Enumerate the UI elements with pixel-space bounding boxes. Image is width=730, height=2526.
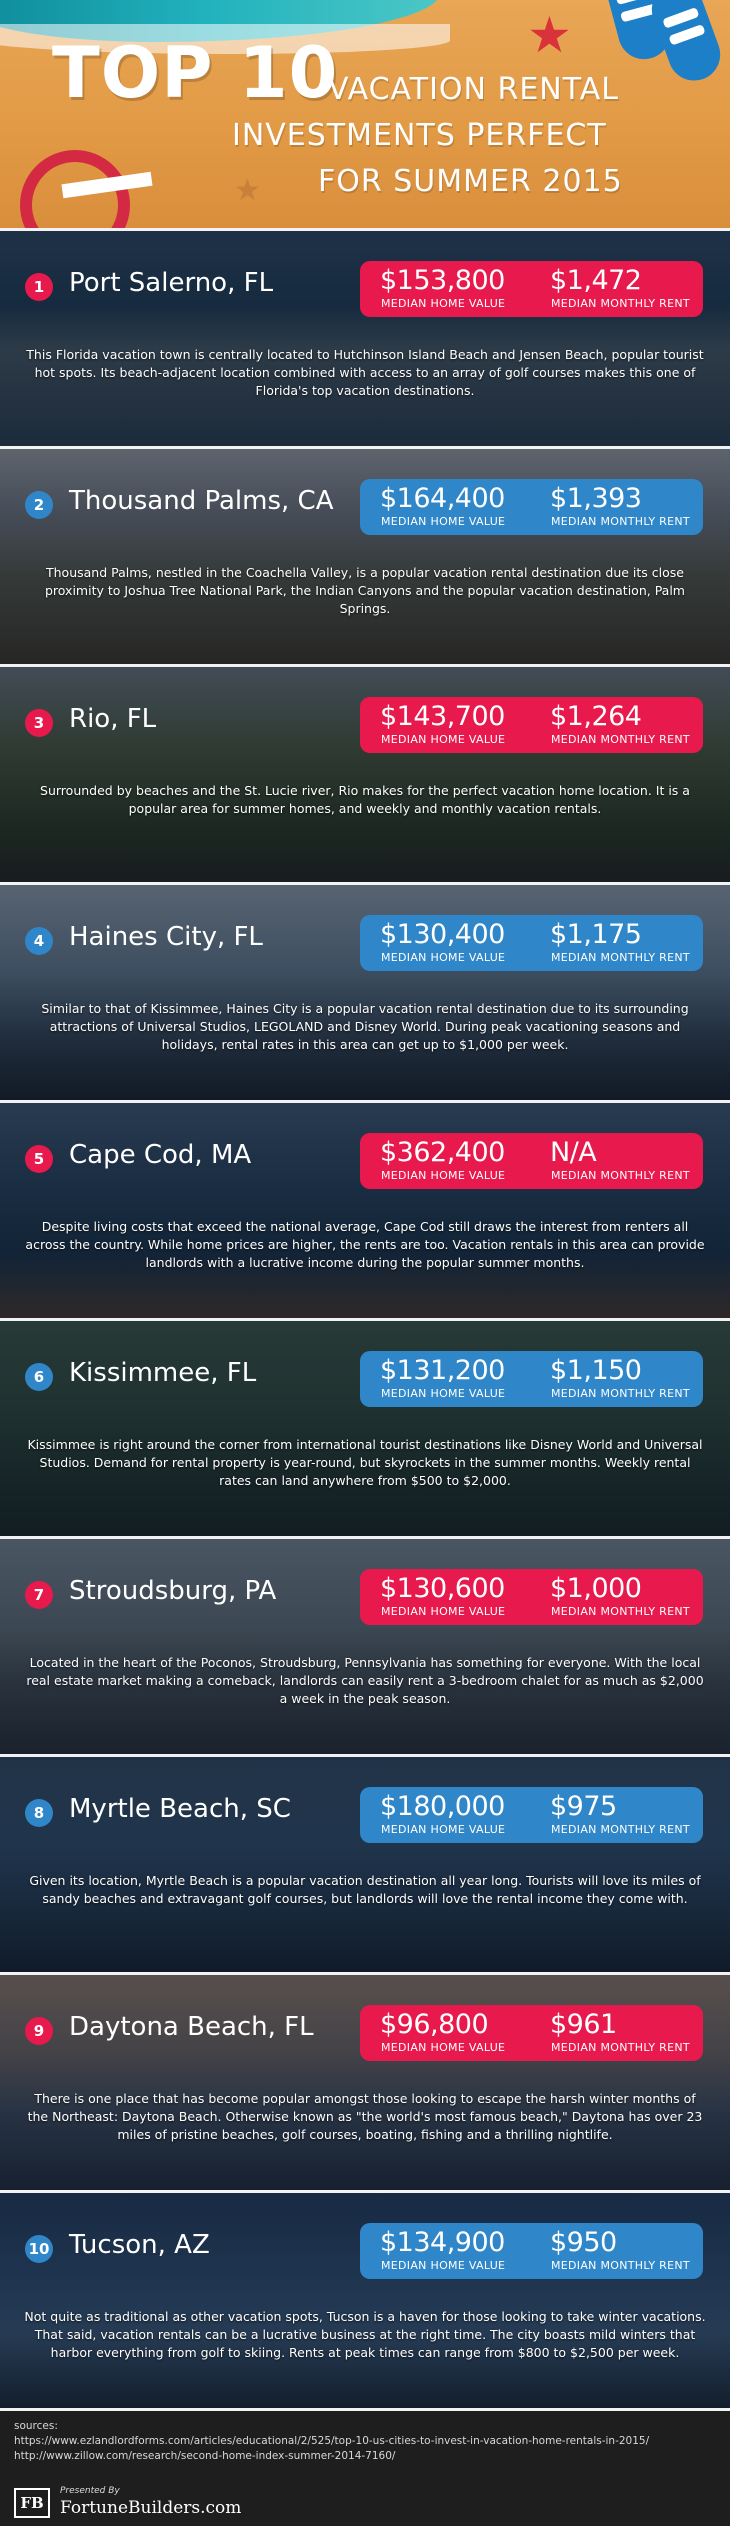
- stats-box: [360, 1787, 703, 1843]
- home-value-label: MEDIAN HOME VALUE: [381, 1823, 506, 1836]
- city-section: [0, 2190, 730, 2408]
- brand-name: FortuneBuilders.com: [60, 2498, 242, 2518]
- rent-amount: $950: [550, 2227, 617, 2258]
- starfish-icon: ★: [527, 6, 572, 64]
- stats-box: [360, 915, 703, 971]
- city-name: Port Salerno, FL: [69, 268, 274, 298]
- city-section: [0, 664, 730, 882]
- city-section: [0, 1318, 730, 1536]
- city-name: Tucson, AZ: [69, 2230, 210, 2260]
- title-line-2: INVESTMENTS PERFECT: [232, 118, 607, 153]
- rent-amount: $1,175: [550, 919, 642, 950]
- rent-amount: $1,393: [550, 483, 642, 514]
- rank-badge: 4: [25, 927, 53, 955]
- city-description: Similar to that of Kissimmee, Haines City is a popular vacation rental destination due to its surrounding attractions of Universal Studios, LEGOLAND and Disney World. During peak vacationing seasons and holidays, rental rates in this area can get up to $1,000 per week.: [41, 1001, 689, 1052]
- city-description: Despite living costs that exceed the national average, Cape Cod still draws the interest from renters all across the country. While home prices are higher, the rents are too. Vacation rentals in this area can provide landlords with a lucrative income during the popular summer months.: [25, 1219, 705, 1270]
- rank-badge: 1: [25, 273, 53, 301]
- city-section: [0, 1754, 730, 1972]
- stats-box: [360, 2005, 703, 2061]
- city-section: [0, 228, 730, 446]
- city-section: [0, 446, 730, 664]
- home-value-label: MEDIAN HOME VALUE: [381, 515, 506, 528]
- small-starfish-icon: ★: [234, 173, 261, 208]
- stats-box: [360, 1133, 703, 1189]
- home-value-label: MEDIAN HOME VALUE: [381, 1169, 506, 1182]
- stats-box: [360, 479, 703, 535]
- home-value-label: MEDIAN HOME VALUE: [381, 951, 506, 964]
- home-value-amount: $130,600: [380, 1573, 505, 1604]
- city-description: There is one place that has become popular amongst those looking to escape the harsh winter months of the Northeast: Daytona Beach. Otherwise known as "the world's most famous beach," Daytona has over 23 miles of pristine beaches, golf courses, boating, fishing and a thrilling nightlife.: [27, 2091, 703, 2142]
- presented-by-label: Presented By: [60, 2486, 120, 2496]
- city-description: Given its location, Myrtle Beach is a popular vacation destination all year long. Tourists will love its miles of sandy beaches and extravagant golf courses, but landlords will love the rental income they come with.: [29, 1873, 701, 1906]
- city-description: Located in the heart of the Poconos, Stroudsburg, Pennsylvania has something for everyone. With the local real estate market making a comeback, landlords can easily rent a 3-bedroom chalet for as much as $2,000 a week in the peak season.: [26, 1655, 704, 1706]
- home-value-amount: $131,200: [380, 1355, 505, 1386]
- title-line-1: VACATION RENTAL: [328, 72, 619, 107]
- rank-badge: 7: [25, 1581, 53, 1609]
- rank-badge: 2: [25, 491, 53, 519]
- home-value-amount: $362,400: [380, 1137, 505, 1168]
- home-value-amount: $143,700: [380, 701, 505, 732]
- rent-amount: $961: [550, 2009, 617, 2040]
- home-value-amount: $130,400: [380, 919, 505, 950]
- rent-label: MEDIAN MONTHLY RENT: [551, 951, 690, 964]
- rank-badge: 8: [25, 1799, 53, 1827]
- rent-label: MEDIAN MONTHLY RENT: [551, 1823, 690, 1836]
- city-name: Myrtle Beach, SC: [69, 1794, 291, 1824]
- source-link-2[interactable]: http://www.zillow.com/research/second-home-index-summer-2014-7160/: [14, 2450, 396, 2462]
- rank-badge: 3: [25, 709, 53, 737]
- stats-box: [360, 2223, 703, 2279]
- sources-block: [0, 2408, 730, 2480]
- city-name: Thousand Palms, CA: [69, 486, 334, 516]
- title-top-10: TOP 10: [52, 32, 339, 114]
- home-value-amount: $134,900: [380, 2227, 505, 2258]
- home-value-label: MEDIAN HOME VALUE: [381, 2259, 506, 2272]
- home-value-label: MEDIAN HOME VALUE: [381, 297, 506, 310]
- city-description: Not quite as traditional as other vacation spots, Tucson is a haven for those looking to take winter vacations. That said, vacation rentals can be a lucrative business at the right time. The city boasts mild winters that harbor everything from golf to skiing. Rents at peak times can range from $800 to $2,500 per week.: [24, 2309, 706, 2360]
- rank-badge: 5: [25, 1145, 53, 1173]
- rank-badge: 10: [25, 2235, 53, 2263]
- city-name: Cape Cod, MA: [69, 1140, 252, 1170]
- home-value-label: MEDIAN HOME VALUE: [381, 1387, 506, 1400]
- rent-amount: $1,264: [550, 701, 642, 732]
- rent-label: MEDIAN MONTHLY RENT: [551, 733, 690, 746]
- rent-label: MEDIAN MONTHLY RENT: [551, 515, 690, 528]
- source-link-1[interactable]: https://www.ezlandlordforms.com/articles/educational/2/525/top-10-us-cities-to-invest-in-vacation-home-rentals-in-2015/: [14, 2435, 650, 2447]
- city-description: Surrounded by beaches and the St. Lucie river, Rio makes for the perfect vacation home location. It is a popular area for summer homes, and weekly and monthly vacation rentals.: [40, 783, 690, 816]
- home-value-label: MEDIAN HOME VALUE: [381, 1605, 506, 1618]
- rent-amount: $1,000: [550, 1573, 642, 1604]
- city-name: Kissimmee, FL: [69, 1358, 257, 1388]
- rent-label: MEDIAN MONTHLY RENT: [551, 2259, 690, 2272]
- home-value-amount: $96,800: [380, 2009, 489, 2040]
- city-section: [0, 882, 730, 1100]
- rent-amount: $1,472: [550, 265, 642, 296]
- rent-label: MEDIAN MONTHLY RENT: [551, 297, 690, 310]
- sources-heading: sources:: [14, 2420, 58, 2432]
- city-section: [0, 1536, 730, 1754]
- header-banner: [0, 0, 730, 228]
- city-name: Rio, FL: [69, 704, 157, 734]
- city-description: Kissimmee is right around the corner from international tourist destinations like Disney World and Universal Studios. Demand for rental property is year-round, but skyrockets in the summer months. Weekly rental rates can land anywhere from $500 to $2,000.: [27, 1437, 703, 1488]
- rent-amount: $975: [550, 1791, 617, 1822]
- rent-amount: $1,150: [550, 1355, 642, 1386]
- home-value-amount: $180,000: [380, 1791, 505, 1822]
- rent-label: MEDIAN MONTHLY RENT: [551, 2041, 690, 2054]
- rank-badge: 6: [25, 1363, 53, 1391]
- stats-box: [360, 697, 703, 753]
- title-line-3: FOR SUMMER 2015: [318, 164, 623, 199]
- city-section: [0, 1972, 730, 2190]
- footer-brand: [0, 2480, 730, 2526]
- home-value-label: MEDIAN HOME VALUE: [381, 733, 506, 746]
- city-description: This Florida vacation town is centrally located to Hutchinson Island Beach and Jensen Beach, popular tourist hot spots. Its beach-adjacent location combined with access to an array of golf courses makes this one of Florida's top vacation destinations.: [26, 347, 704, 398]
- stats-box: [360, 1351, 703, 1407]
- fb-logo: FB: [14, 2488, 50, 2518]
- stats-box: [360, 1569, 703, 1625]
- city-name: Haines City, FL: [69, 922, 263, 952]
- city-name: Daytona Beach, FL: [69, 2012, 314, 2042]
- rent-label: MEDIAN MONTHLY RENT: [551, 1169, 690, 1182]
- rank-badge: 9: [25, 2017, 53, 2045]
- home-value-amount: $153,800: [380, 265, 505, 296]
- city-name: Stroudsburg, PA: [69, 1576, 277, 1606]
- city-section: [0, 1100, 730, 1318]
- rent-amount: N/A: [550, 1137, 597, 1168]
- stats-box: [360, 261, 703, 317]
- home-value-amount: $164,400: [380, 483, 505, 514]
- city-description: Thousand Palms, nestled in the Coachella Valley, is a popular vacation rental destination due its close proximity to Joshua Tree National Park, the Indian Canyons and the popular vacation destination, Palm Springs.: [44, 565, 685, 616]
- rent-label: MEDIAN MONTHLY RENT: [551, 1387, 690, 1400]
- home-value-label: MEDIAN HOME VALUE: [381, 2041, 506, 2054]
- rent-label: MEDIAN MONTHLY RENT: [551, 1605, 690, 1618]
